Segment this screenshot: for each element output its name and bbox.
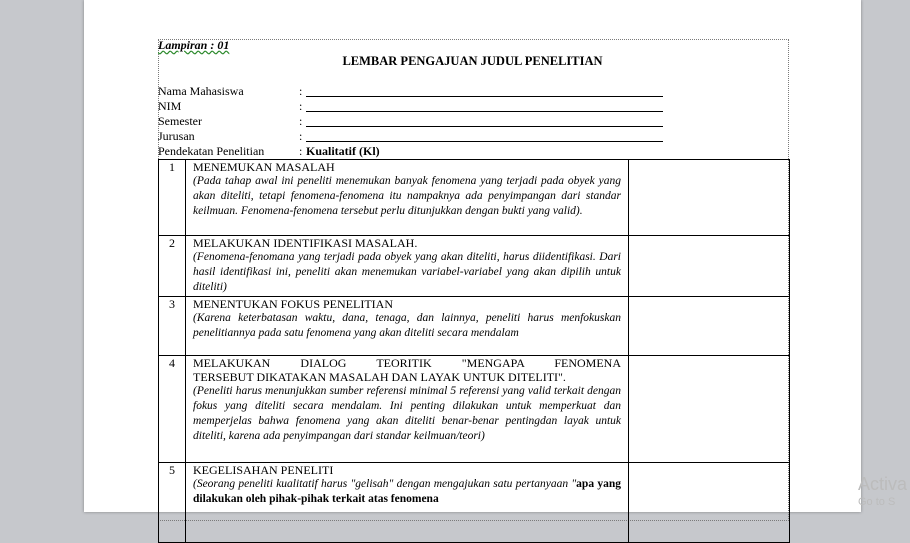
field-pendekatan	[158, 144, 678, 159]
field-colon: :	[299, 114, 303, 128]
fill-line	[306, 111, 663, 112]
fill-line	[306, 96, 663, 97]
table-row	[159, 356, 790, 463]
field-label: Pendekatan Penelitian	[158, 144, 265, 158]
fill-line	[306, 126, 663, 127]
table-row	[159, 160, 790, 236]
field-jurusan	[158, 129, 678, 144]
step-description-text: (Seorang peneliti kualitatif harus "gelisah" dengan mengajukan satu pertanyaan "	[193, 478, 577, 490]
step-heading: KEGELISAHAN PENELITI	[193, 463, 334, 477]
field-label: NIM	[158, 99, 182, 113]
step-description: (Peneliti harus menunjukkan sumber referensi minimal 5 referensi yang valid terkait dengan fokus yang diteliti secara mendalam. Ini penting dilakukan untuk memperkuat dan memperjelas bahwa fenomena yang akan diteliti benar-benar pentingdan layak untuk diteliti, karena ada penyimpangan dari standar keilmuan/teori)	[193, 385, 621, 442]
step-heading: MELAKUKAN IDENTIFIKASI MASALAH.	[193, 236, 418, 250]
field-colon: :	[299, 99, 303, 113]
steps-table	[158, 159, 790, 543]
activation-watermark-sub: Go to S	[858, 496, 896, 508]
step-heading: MENEMUKAN MASALAH	[193, 160, 335, 174]
step-number: 4	[159, 356, 186, 463]
notes-cell[interactable]	[629, 236, 790, 297]
field-colon: :	[299, 84, 303, 98]
step-number: 1	[159, 160, 186, 236]
table-row	[159, 236, 790, 297]
step-description: (Karena keterbatasan waktu, dana, tenaga, dan lainnya, peneliti harus menfokuskan penelitiannya pada satu fenomena yang akan diteliti secara mendalam	[193, 312, 621, 339]
activation-watermark: Activa	[858, 474, 908, 494]
step-number: 2	[159, 236, 186, 297]
notes-cell[interactable]	[629, 463, 790, 543]
step-content	[186, 160, 629, 236]
step-number: 3	[159, 297, 186, 356]
step-heading-line1: MELAKUKAN DIALOG TEORITIK "MENGAPA FENOMENA	[193, 356, 621, 370]
fill-line	[306, 141, 663, 142]
notes-cell[interactable]	[629, 160, 790, 236]
field-label: Jurusan	[158, 129, 195, 143]
step-content	[186, 297, 629, 356]
notes-cell[interactable]	[629, 356, 790, 463]
lampiran-label: Lampiran : 01	[158, 38, 230, 52]
step-description-bold: apa yang dilakukan oleh pihak-pihak terkait atas fenomena	[193, 478, 621, 505]
step-heading-line2: TERSEBUT DIKATAKAN MASALAH DAN LAYAK UNTUK DITELITI".	[193, 370, 566, 384]
field-nama-mahasiswa	[158, 84, 678, 99]
field-colon: :	[299, 144, 303, 158]
field-nim	[158, 99, 678, 114]
step-description	[193, 477, 621, 507]
document-page	[84, 0, 861, 512]
field-value: Kualitatif (Kl)	[306, 144, 380, 158]
step-content	[186, 236, 629, 297]
step-description: (Pada tahap awal ini peneliti menemukan banyak fenomena yang terjadi pada obyek yang akan diteliti, tetapi fenomena-fenomena itu nampaknya ada penyimpangan dari standar keilmuan. Fenomena-fenomena tersebut perlu ditunjukkan dengan bukti yang valid).	[193, 175, 621, 217]
table-row	[159, 463, 790, 543]
document-title: LEMBAR PENGAJUAN JUDUL PENELITIAN	[342, 54, 603, 68]
step-content	[186, 356, 629, 463]
field-label: Nama Mahasiswa	[158, 84, 244, 98]
step-number: 5	[159, 463, 186, 543]
step-heading: MENENTUKAN FOKUS PENELITIAN	[193, 297, 393, 311]
step-content	[186, 463, 629, 543]
field-label: Semester	[158, 114, 202, 128]
step-description: (Fenomena-fenomana yang terjadi pada obyek yang akan diteliti, harus diidentifikasi. Dari hasil identifikasi ini, peneliti akan menemukan variabel-variabel yang akan dipilih untuk diteliti)	[193, 251, 621, 293]
field-semester	[158, 114, 678, 129]
field-colon: :	[299, 129, 303, 143]
table-row	[159, 297, 790, 356]
notes-cell[interactable]	[629, 297, 790, 356]
